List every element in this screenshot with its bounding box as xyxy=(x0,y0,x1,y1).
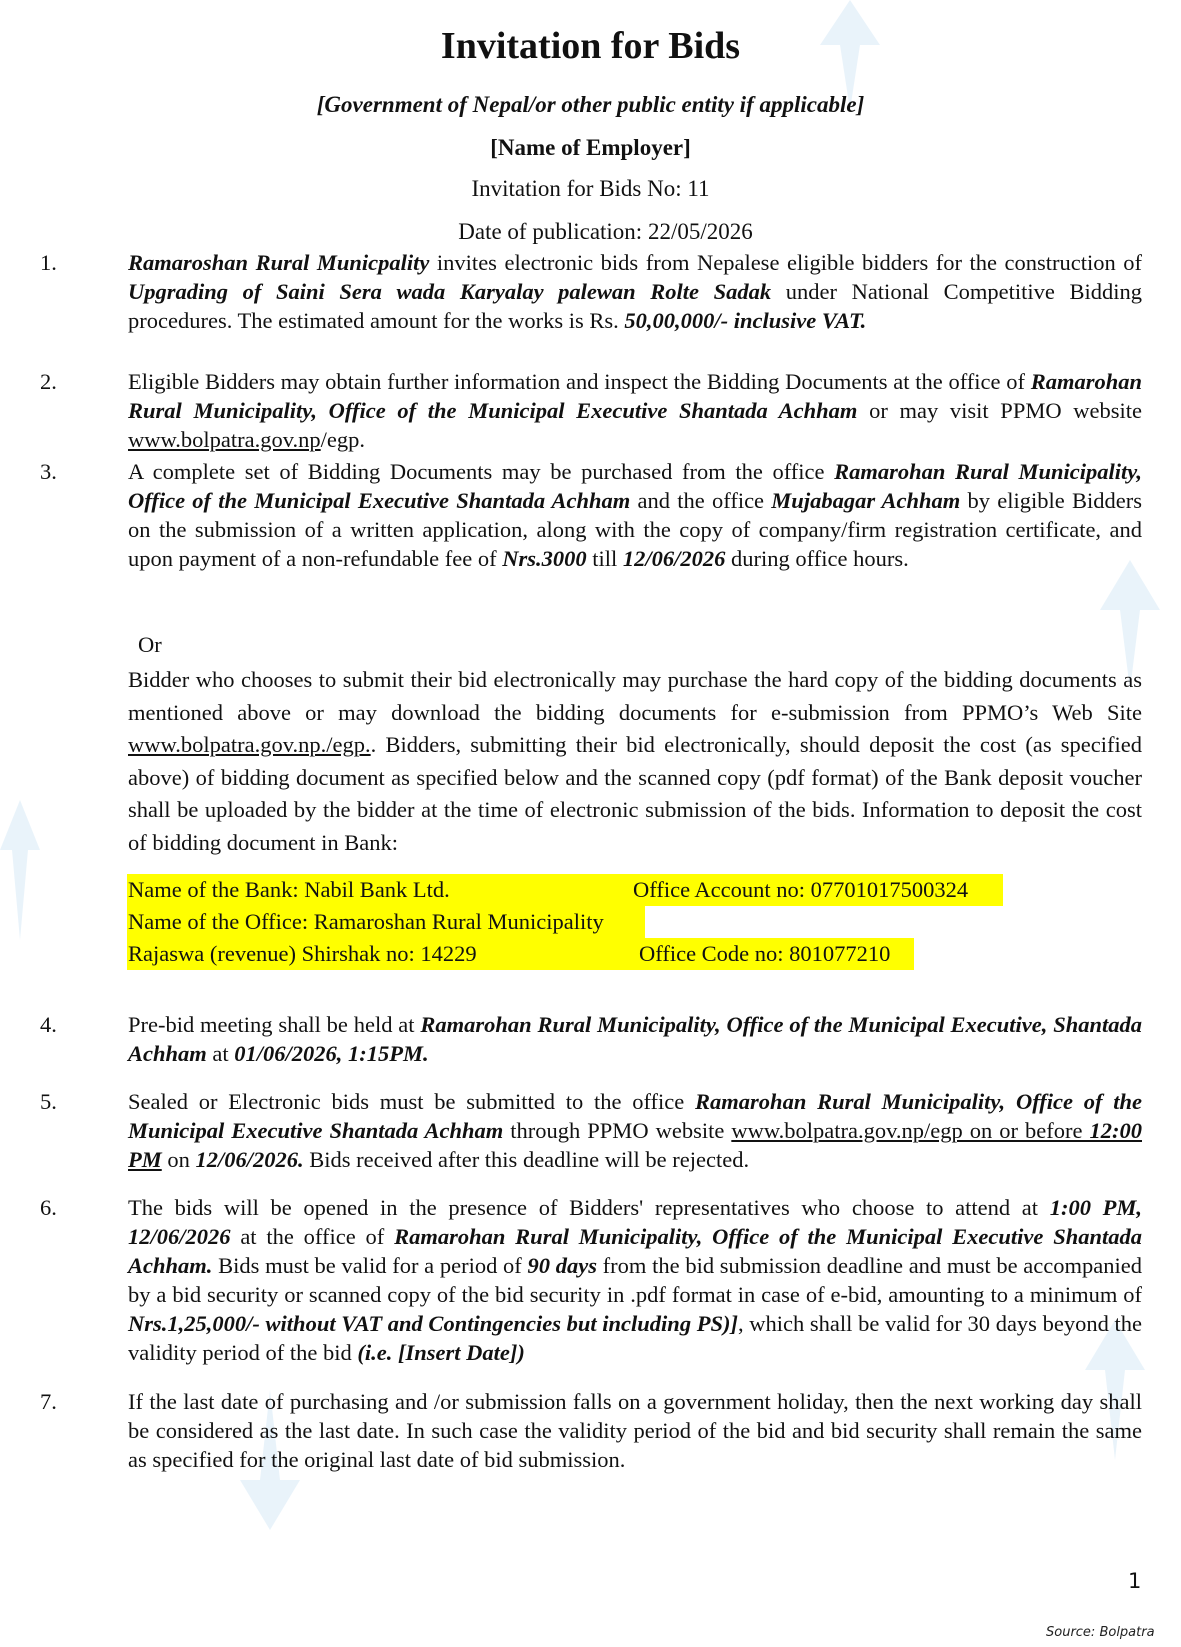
item-text xyxy=(128,1010,1142,1068)
text-run: /egp. xyxy=(320,427,366,452)
text-run: Ramarohan Rural Municipality, Office of the Municipal Executive Shantada Achham xyxy=(128,1089,1143,1143)
item-text xyxy=(128,248,1142,335)
text-run: www.bolpatra.gov.np./egp. xyxy=(128,732,371,757)
text-run: Sealed or Electronic bids must be submitted to the office xyxy=(128,1089,696,1114)
item-number: 4. xyxy=(40,1012,57,1037)
text-run: Eligible Bidders may obtain further information and inspect the Bidding Documents at the office of xyxy=(128,369,1031,394)
text-run: Ramarohan Rural Municipality, Office of the Municipal Executive Shantada Achham. xyxy=(128,1224,1142,1278)
revenue-number: Rajaswa (revenue) Shirshak no: 14229 xyxy=(127,938,914,970)
text-run: Ramarohan Rural Municipality, Office of the Municipal Executive Shantada Achham xyxy=(128,369,1142,423)
text-run: www.bolpatra.gov.np/egp on or before xyxy=(731,1118,1090,1143)
text-run: Bids received after this deadline will be rejected. xyxy=(303,1147,750,1172)
text-run: (i.e. [Insert Date]) xyxy=(357,1340,525,1365)
text-run: till xyxy=(586,546,623,571)
source-credit: Source: Bolpatra xyxy=(1046,1625,1155,1640)
text-run: , which shall be valid for 30 days beyond the validity period of the bid xyxy=(128,1311,1142,1365)
text-run: at the office of xyxy=(230,1224,395,1249)
text-run: from the bid submission deadline and must be accompanied by a bid security or scanned copy of the bid security in .pdf format in case of e-bid, amounting to a minimum of xyxy=(128,1253,1142,1307)
item-text xyxy=(128,367,1142,454)
text-run: 12/06/2026. xyxy=(195,1147,304,1172)
text-run: Ramaroshan Rural Municpality xyxy=(128,250,430,275)
text-run: through PPMO website xyxy=(503,1118,732,1143)
text-run: Bidder who chooses to submit their bid electronically may purchase the hard copy of the bidding documents as mentioned above or may download the bidding documents for e-submission from PPMO’s Web Site xyxy=(128,667,1142,725)
item-text xyxy=(128,457,1142,573)
text-run: . Bidders, submitting their bid electronically, should deposit the cost (as specified above) of bidding document as specified below and the scanned copy (pdf format) of the Bank deposit voucher shall be uploaded by the bidder at the time of electronic submission of the bids. Information to deposit the cost of bidding document in Bank: xyxy=(128,732,1142,855)
text-run: Nrs.3000 xyxy=(502,546,587,571)
item-number: 1. xyxy=(40,250,57,275)
text-run: by eligible Bidders on the submission of a written application, along with the copy of company/firm registration certificate, and upon payment of a non-refundable fee of xyxy=(128,488,1142,571)
item-text xyxy=(128,1387,1142,1474)
item-text xyxy=(128,664,1142,859)
ifb-number: Invitation for Bids No: 11 xyxy=(471,176,710,201)
item-number: 7. xyxy=(40,1389,57,1414)
text-run: Ramarohan Rural Municipality, Office of the Municipal Executive, Shantada Achham xyxy=(128,1012,1143,1066)
text-run: on xyxy=(161,1147,196,1172)
text-run: A complete set of Bidding Documents may be purchased from the office xyxy=(128,459,835,484)
text-run: Bids must be valid for a period of xyxy=(212,1253,528,1278)
text-run: If the last date of purchasing and /or submission falls on a government holiday, then the next working day shall be considered as the last date. In such case the validity period of the bid and bid security shall remain the same as specified for the original last date of bid submission. xyxy=(128,1389,1142,1472)
account-number: Office Account no: 07701017500324 xyxy=(633,877,969,902)
text-run: and the office xyxy=(630,488,772,513)
employer-line: [Name of Employer] xyxy=(490,135,691,160)
text-run: 1:00 PM, 12/06/2026 xyxy=(128,1195,1142,1249)
watermark-arrow-icon xyxy=(0,800,40,940)
office-name: Name of the Office: Ramaroshan Rural Municipality xyxy=(127,906,645,938)
text-run: Nrs.1,25,000/- without VAT and Contingencies but including PS)] xyxy=(128,1311,738,1336)
text-run: 01/06/2026, 1:15PM. xyxy=(234,1041,429,1066)
text-run: at xyxy=(206,1041,235,1066)
bank-details xyxy=(127,874,1002,972)
text-run: 12/06/2026 xyxy=(622,546,726,571)
text-run: Pre-bid meeting shall be held at xyxy=(128,1012,421,1037)
text-run: The bids will be opened in the presence of Bidders' representatives who choose to attend at xyxy=(128,1195,1050,1220)
bank-name: Name of the Bank: Nabil Bank Ltd. xyxy=(127,874,1003,906)
text-run: 12:00 PM xyxy=(128,1118,1142,1172)
text-run: during office hours. xyxy=(725,546,909,571)
document-title: Invitation for Bids xyxy=(440,25,741,67)
entity-line: [Government of Nepal/or other public entity if applicable] xyxy=(316,92,865,117)
item-number: 6. xyxy=(40,1195,57,1220)
item-number: 3. xyxy=(40,459,57,484)
item-text xyxy=(128,1087,1142,1174)
text-run: invites electronic bids from Nepalese eligible bidders for the construction of xyxy=(429,250,1143,275)
office-code: Office Code no: 801077210 xyxy=(639,941,891,966)
page-number: 1 xyxy=(1128,1569,1142,1593)
text-run: or may visit PPMO website xyxy=(857,398,1142,423)
item-number: 5. xyxy=(40,1089,57,1114)
text-run: 90 days xyxy=(527,1253,597,1278)
item-number: 2. xyxy=(40,369,57,394)
text-run: Ramarohan Rural Municipality, Office of the Municipal Executive Shantada Achham xyxy=(128,459,1142,513)
item-text xyxy=(128,1193,1142,1367)
text-run: under National Competitive Bidding procedures. The estimated amount for the works is Rs. xyxy=(128,279,1143,333)
text-run: Mujabagar Achham xyxy=(771,488,961,513)
or-label: Or xyxy=(138,632,162,657)
publication-date: Date of publication: 22/05/2026 xyxy=(458,219,753,244)
text-run: www.bolpatra.gov.np xyxy=(128,427,321,452)
text-run: 50,00,000/- inclusive VAT. xyxy=(624,308,867,333)
text-run: Upgrading of Saini Sera wada Karyalay palewan Rolte Sadak xyxy=(128,279,772,304)
